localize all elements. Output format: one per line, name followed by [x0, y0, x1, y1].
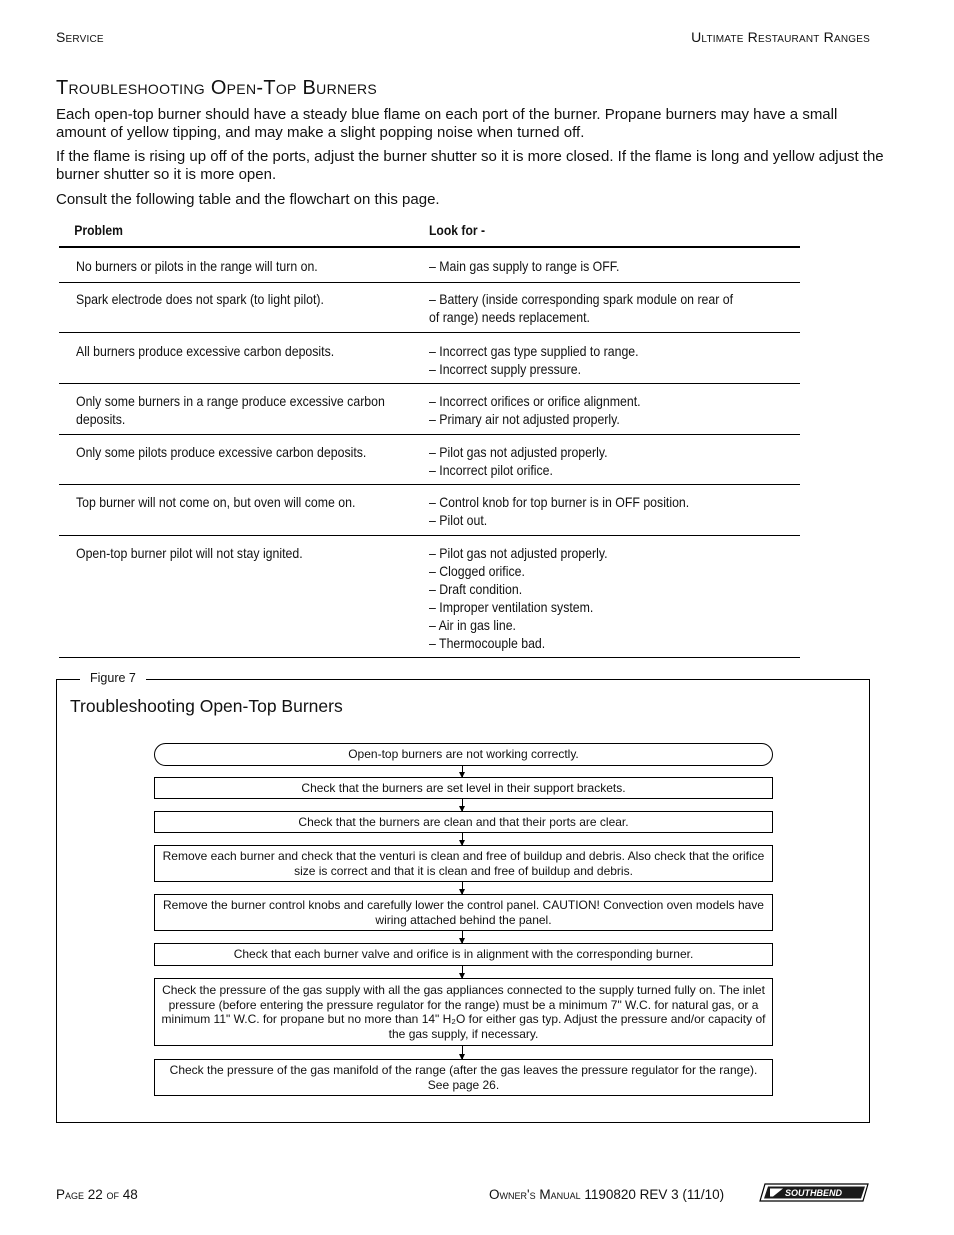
flowchart-step-text: Remove each burner and check that the venturi is clean and free of buildup and debris. Also check that the orifice size is correct and that it is clean and free of buildup and debris. — [162, 849, 765, 878]
flowchart-step — [154, 943, 773, 966]
problem-cell: Only some burners in a range produce excessive carbon deposits. — [76, 393, 385, 427]
table-row — [59, 485, 800, 536]
flowchart-step-text: Remove the burner control knobs and carefully lower the control panel. CAUTION! Convection oven models have wiring attached behind the panel. — [163, 898, 764, 927]
problem-cell: All burners produce excessive carbon deposits. — [76, 343, 335, 359]
problem-cell: Top burner will not come on, but oven will come on. — [76, 494, 356, 510]
table-row — [59, 248, 800, 283]
header-look-for: Look for - — [429, 223, 486, 238]
problem-cell: No burners or pilots in the range will turn on. — [76, 258, 318, 274]
manual-reference: Owner's Manual 1190820 REV 3 (11/10) — [489, 1187, 725, 1202]
flowchart-step-text: Check that the burners are set level in their support brackets. — [301, 780, 626, 795]
look-for-cell: – Pilot gas not adjusted properly. – Incorrect pilot orifice. — [429, 444, 608, 478]
flowchart-step — [154, 777, 773, 799]
logo-wordmark: SOUTHBEND — [785, 1188, 843, 1199]
flowchart-step-text: Open-top burners are not working correctly. — [348, 747, 579, 762]
look-for-cell: – Incorrect orifices or orifice alignment. – Primary air not adjusted properly. — [429, 393, 641, 427]
problem-cell: Spark electrode does not spark (to light pilot). — [76, 291, 324, 307]
flame-adjust-paragraph: If the flame is rising up off of the ports, adjust the burner shutter so it is more closed. If the flame is long and yellow adjust the burner shutter so it is more open. — [56, 148, 884, 183]
flowchart-arrow — [462, 766, 463, 777]
troubleshooting-table — [59, 218, 800, 658]
flowchart-step-text: Check that the burners are clean and that their ports are clear. — [298, 814, 629, 829]
intro-paragraph: Each open-top burner should have a steady blue flame on each port of the burner. Propane burners may have a small amount of yellow tipping, and may make a slight popping noise when turned off. — [56, 106, 838, 141]
table-row — [59, 333, 800, 384]
header-problem: Problem — [74, 223, 123, 238]
look-for-cell: – Battery (inside corresponding spark module on rear of of range) needs replacement. — [429, 291, 734, 325]
table-row — [59, 435, 800, 485]
flowchart-start — [154, 743, 773, 766]
flowchart-step-text: Check the pressure of the gas supply with all the gas appliances connected to the supply turned fully on. The inlet pressure (before entering the pressure regulator for the range) must be a minimum 7" W.C. for natural gas, or a minimum 11" W.C. for propane but no more than 14" H₂O for either gas typ. Adjust the pressure and/or capacity of the gas supply, if necessary. — [161, 983, 766, 1041]
flowchart-step — [154, 978, 773, 1046]
problem-cell: Only some pilots produce excessive carbon deposits. — [76, 444, 367, 460]
running-header-left: Service — [56, 29, 104, 45]
look-for-cell: – Pilot gas not adjusted properly. – Clogged orifice. – Draft condition. – Improper ventilation system. – Air in gas line. – Thermocouple bad. — [429, 545, 608, 651]
flowchart-step — [154, 894, 773, 931]
flowchart-step-text: Check that each burner valve and orifice is in alignment with the corresponding burner. — [233, 947, 694, 962]
flowchart-arrow — [462, 1046, 463, 1059]
problem-cell: Open-top burner pilot will not stay ignited. — [76, 545, 303, 561]
figure-label: Figure 7 — [80, 671, 146, 685]
table-row — [59, 283, 800, 333]
table-row — [59, 536, 800, 658]
flowchart-arrow — [462, 931, 463, 943]
flowchart-arrow — [462, 833, 463, 845]
page-number: Page 22 of 48 — [56, 1187, 138, 1202]
flowchart-step — [154, 811, 773, 833]
running-header-right: Ultimate Restaurant Ranges — [691, 29, 870, 45]
table-row — [59, 384, 800, 435]
look-for-cell: – Incorrect gas type supplied to range. – Incorrect supply pressure. — [429, 343, 639, 377]
look-for-cell: – Control knob for top burner is in OFF position. – Pilot out. — [429, 494, 690, 528]
table-header — [59, 218, 800, 248]
flowchart-step-text: Check the pressure of the gas manifold of the range (after the gas leaves the pressure regulator for the range). See page 26. — [169, 1063, 758, 1092]
southbend-logo-icon — [759, 1183, 869, 1202]
figure-title: Troubleshooting Open-Top Burners — [70, 696, 343, 716]
flowchart-step — [154, 845, 773, 882]
section-title: Troubleshooting Open-Top Burners — [56, 77, 378, 99]
flowchart-arrow — [462, 966, 463, 978]
flowchart-step — [154, 1059, 773, 1096]
flowchart-arrow — [462, 882, 463, 894]
flowchart-arrow — [462, 799, 463, 811]
consult-paragraph: Consult the following table and the flowchart on this page. — [56, 191, 440, 208]
look-for-cell: – Main gas supply to range is OFF. — [429, 258, 620, 274]
